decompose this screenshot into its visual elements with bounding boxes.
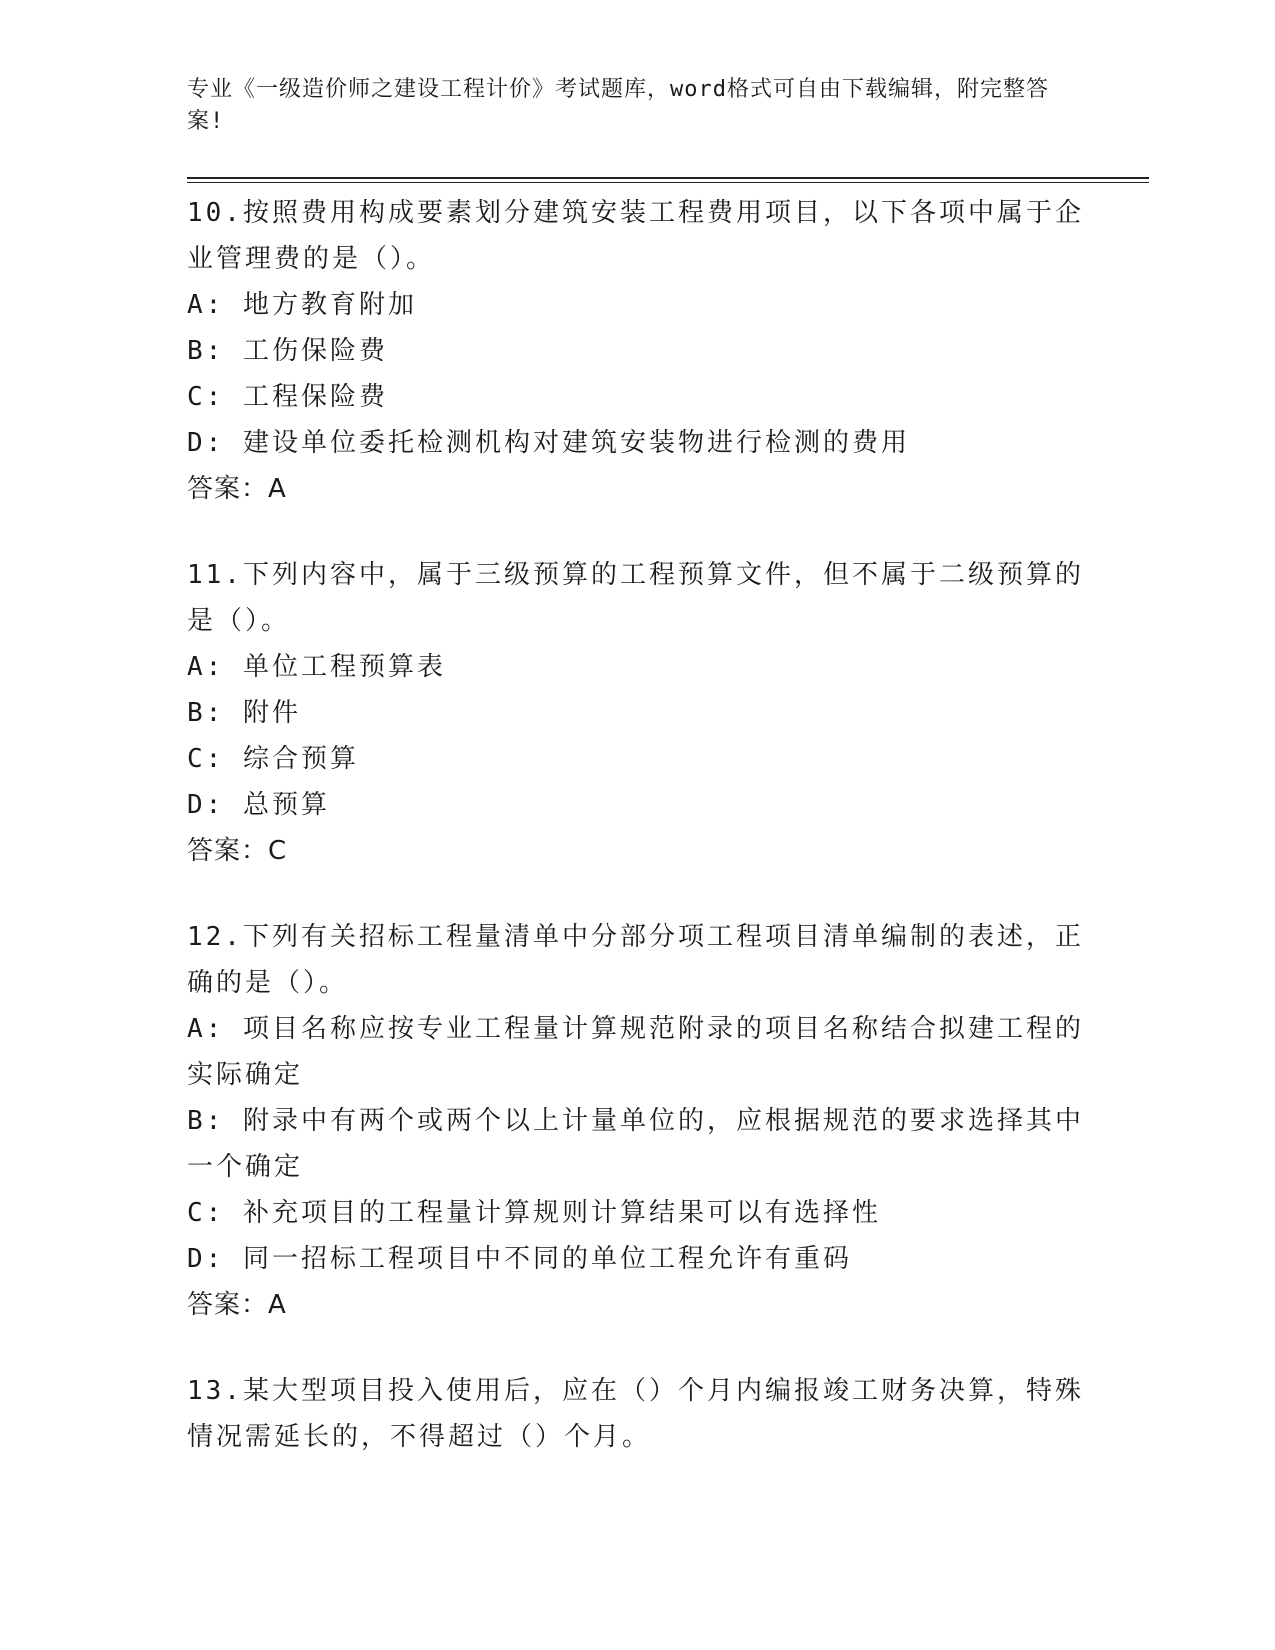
option-b: B: 工伤保险费 — [187, 336, 388, 366]
header-divider-thin — [187, 182, 1149, 183]
option-a: A: 地方教育附加 — [187, 290, 417, 320]
answer-line: 答案：A — [187, 474, 287, 504]
option-b: B: 附件 — [187, 698, 301, 728]
question-13 — [187, 1368, 1087, 1460]
option-d: D: 总预算 — [187, 790, 330, 820]
answer-line: 答案：A — [187, 1290, 287, 1320]
option-d: D: 建设单位委托检测机构对建筑安装物进行检测的费用 — [187, 428, 910, 458]
question-stem: 13.某大型项目投入使用后，应在（）个月内编报竣工财务决算，特殊情况需延长的，不得超过（）个月。 — [187, 1376, 1084, 1452]
question-11 — [187, 552, 1087, 874]
header-divider-thick — [187, 177, 1149, 179]
question-12 — [187, 914, 1087, 1328]
question-stem: 12.下列有关招标工程量清单中分部分项工程项目清单编制的表述，正确的是（）。 — [187, 922, 1084, 998]
answer-line: 答案：C — [187, 836, 288, 866]
option-b: B: 附录中有两个或两个以上计量单位的，应根据规范的要求选择其中一个确定 — [187, 1106, 1084, 1182]
option-c: C: 工程保险费 — [187, 382, 388, 412]
option-d: D: 同一招标工程项目中不同的单位工程允许有重码 — [187, 1244, 852, 1274]
option-a: A: 单位工程预算表 — [187, 652, 446, 682]
option-c: C: 综合预算 — [187, 744, 359, 774]
question-10 — [187, 190, 1087, 512]
question-list — [187, 190, 1087, 1500]
document-header: 专业《一级造价师之建设工程计价》考试题库，word格式可自由下载编辑，附完整答案! — [187, 77, 1049, 134]
option-c: C: 补充项目的工程量计算规则计算结果可以有选择性 — [187, 1198, 881, 1228]
question-stem: 11.下列内容中，属于三级预算的工程预算文件，但不属于二级预算的是（）。 — [187, 560, 1084, 636]
option-a: A: 项目名称应按专业工程量计算规范附录的项目名称结合拟建工程的实际确定 — [187, 1014, 1084, 1090]
question-stem: 10.按照费用构成要素划分建筑安装工程费用项目，以下各项中属于企业管理费的是（）。 — [187, 198, 1084, 274]
